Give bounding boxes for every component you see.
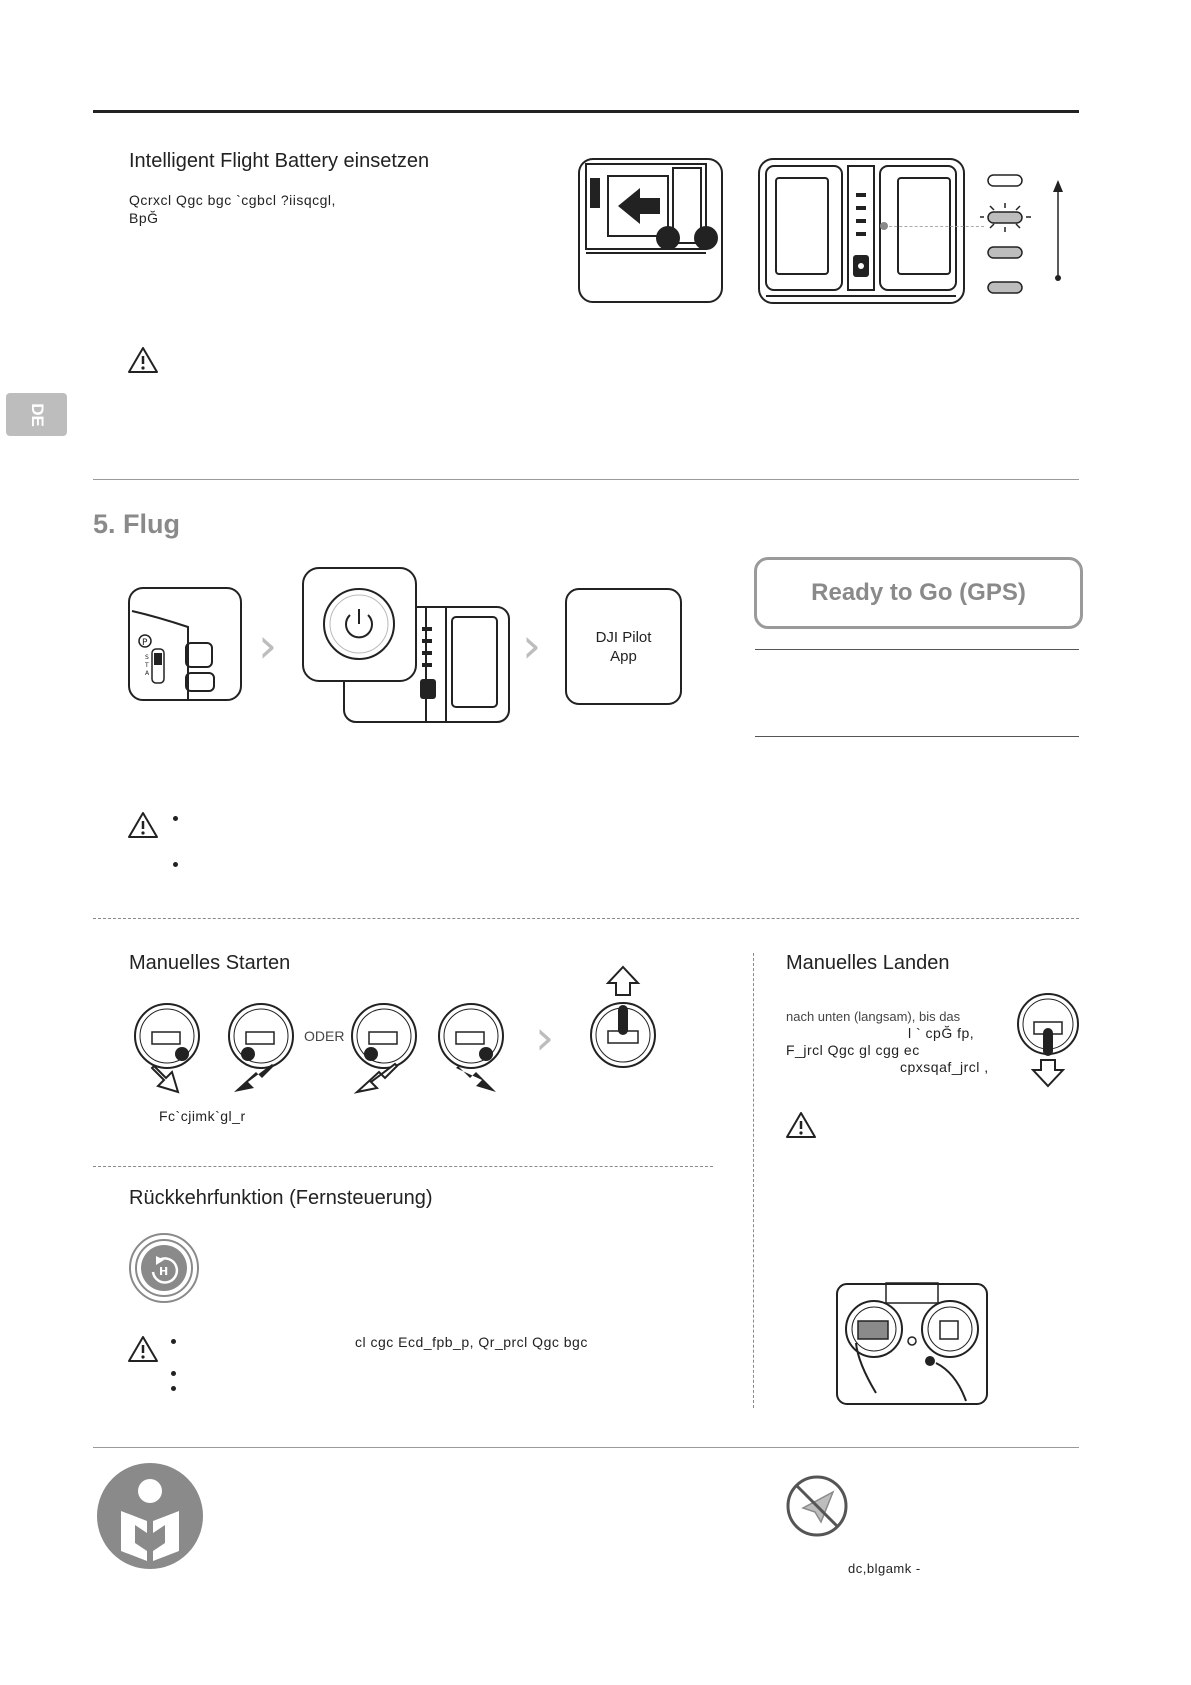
footer-garbled-text: dc,blgamk -: [848, 1561, 921, 1576]
bullet: [173, 816, 178, 821]
warning-icon: [785, 1111, 817, 1139]
stick-combination-1-illustration: [134, 1004, 204, 1094]
no-fly-icon: [785, 1474, 849, 1538]
flight-mode-switch-illustration: [128, 587, 242, 701]
dashed-divider: [93, 918, 1079, 919]
manual-landing-line1: nach unten (langsam), bis das: [786, 1009, 961, 1024]
battery-led-indicators: [978, 170, 1088, 300]
manual-start-title: Manuelles Starten: [129, 952, 291, 974]
or-label: ODER: [304, 1028, 345, 1044]
bullet: [171, 1386, 176, 1391]
warning-icon: [127, 811, 159, 839]
language-tab-label: DE: [27, 402, 47, 427]
manual-landing-line4: cpxsqaf_jrcl ,: [900, 1059, 989, 1075]
stick-combination-4-illustration: [438, 1004, 508, 1094]
svg-text:S: S: [145, 654, 149, 661]
bullet: [171, 1339, 176, 1344]
svg-text:A: A: [145, 670, 150, 677]
rth-title: Rückkehrfunktion (Fernsteuerung): [129, 1187, 433, 1209]
warning-icon: [127, 1335, 159, 1363]
dji-pilot-app-label: DJI Pilot App: [595, 628, 652, 665]
manual-landing-line2: l ` cpĞ fp,: [908, 1025, 975, 1041]
led-pointer-line: [884, 226, 984, 227]
dji-pilot-app-card: [565, 588, 682, 705]
step-chevron-icon: ›: [535, 1010, 555, 1066]
section-divider: [93, 1447, 1079, 1448]
battery-top-view-illustration: [758, 158, 965, 304]
status-divider-top: [755, 649, 1079, 650]
ready-status-box: [754, 557, 1083, 629]
step-chevron-icon: ›: [258, 618, 278, 674]
svg-text:H: H: [159, 1265, 169, 1278]
led-pointer-dot: [880, 222, 888, 230]
status-divider-bottom: [755, 736, 1079, 737]
rth-button-icon: [128, 1232, 200, 1304]
stick-combination-3-illustration: [351, 1004, 421, 1094]
language-tab[interactable]: [6, 393, 67, 436]
svg-text:T: T: [145, 662, 149, 669]
battery-insert-illustration: [578, 158, 723, 303]
throttle-up-illustration: [588, 965, 658, 1075]
throttle-down-illustration: [1013, 992, 1083, 1092]
warning-icon: [127, 346, 159, 374]
svg-text:P: P: [142, 638, 148, 648]
ready-status-label: Ready to Go (GPS): [811, 579, 1026, 606]
manual-landing-title: Manuelles Landen: [786, 952, 950, 974]
power-button-illustration: [302, 567, 517, 725]
bullet: [173, 862, 178, 867]
battery-title: Intelligent Flight Battery einsetzen: [129, 150, 430, 172]
section-divider: [93, 479, 1079, 480]
step-chevron-icon: ›: [522, 618, 542, 674]
stick-combination-2-illustration: [228, 1004, 298, 1094]
top-rule: [93, 110, 1079, 113]
bullet: [171, 1371, 176, 1376]
column-divider: [753, 953, 754, 1408]
read-manual-icon: [97, 1463, 203, 1569]
manual-landing-line3: F_jrcl Qgc gl cgg ec: [786, 1042, 920, 1058]
rth-bullet1-text: cl cgc Ecd_fpb_p, Qr_prcl Qgc bgc: [355, 1334, 588, 1350]
dashed-divider: [93, 1166, 713, 1167]
battery-garbled-line1: Qcrxcl Qgc bgc `cgbcl ?iisqcgl,: [129, 192, 336, 208]
flight-section-title: 5. Flug: [93, 509, 180, 539]
battery-garbled-line2: BpĞ: [129, 210, 159, 226]
remote-controller-illustration: [836, 1283, 988, 1405]
manual-start-caption: Fc`cjimk`gl_r: [159, 1108, 246, 1124]
